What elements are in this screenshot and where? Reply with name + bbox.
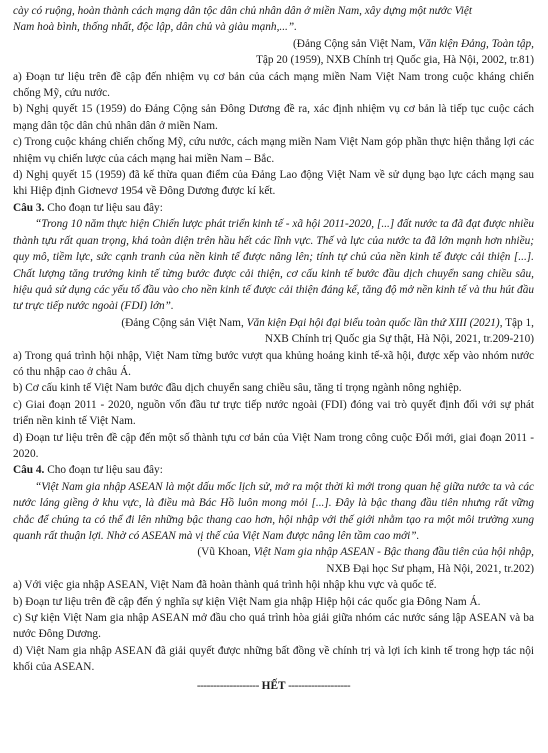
q3-option-d: d) Đoạn tư liệu trên đề cập đến một số thành tựu cơ bản của Việt Nam trong công cuộc Đổi mới, giai đoạn 2011 - 2020. <box>13 431 534 460</box>
q3-citation-title: Văn kiện Đại hội đại biểu toàn quốc lần thứ XIII (2021) <box>246 316 500 329</box>
q4-option-a: a) Với việc gia nhập ASEAN, Việt Nam đã hoàn thành quá trình hội nhập khu vực và quốc tế. <box>13 579 437 592</box>
q3-citation-line-1 <box>13 315 534 331</box>
end-label: HẾT <box>261 679 286 692</box>
q2-citation-title: Văn kiện Đảng, Toàn tập, <box>418 37 534 50</box>
q4-prompt: Cho đoạn tư liệu sau đây: <box>44 464 163 477</box>
q2-option-c: c) Trong cuộc kháng chiến chống Mỹ, cứu nước, cách mạng miền Nam Việt Nam góp phần thực hiện thắng lợi các nhiệm vụ chiến lược của cách mạng hai miền Nam – Bắc. <box>13 136 534 165</box>
q3-label: Câu 3. <box>13 201 45 214</box>
q2-quote-end-line-1: cày có ruộng, hoàn thành cách mạng dân tộc dân chủ nhân dân ở miền Nam, xây dựng một nước Việt <box>13 5 473 17</box>
q4-citation-author: (Vũ Khoan, <box>197 546 254 559</box>
q2-option-a: a) Đoạn tư liệu trên đề cập đến nhiệm vụ cơ bản của cách mạng miền Nam Việt Nam trong cuộc kháng chiến chống Mỹ, cứu nước. <box>13 70 534 100</box>
q3-citation-author: (Đảng Cộng sản Việt Nam, <box>121 316 247 329</box>
q2-citation-line-2: Tập 20 (1959), NXB Chính trị Quốc gia, Hà Nội, 2002, tr.81) <box>256 54 534 67</box>
q3-option-b: b) Cơ cấu kinh tế Việt Nam bước đầu dịch chuyển sang chiều sâu, tăng tỉ trọng ngành nông nghiệp. <box>13 382 462 395</box>
q3-citation-line-2: NXB Chính trị Quốc gia Sự thật, Hà Nội, 2021, tr.209-210) <box>264 333 534 346</box>
q2-option-d: d) Nghị quyết 15 (1959) đã kế thừa quan điểm của Đảng Lao động Việt Nam về sử dụng bạo lực cách mạng sau khi Hiệp định Giơnevơ 1954 về Đông Dương được kí kết. <box>13 169 534 198</box>
q4-option-c: c) Sự kiện Việt Nam gia nhập ASEAN mở đầu cho quá trình hòa giải giữa nhóm các nước sáng lập ASEAN và ba nước Đông Dương. <box>13 612 534 641</box>
q3-heading <box>13 200 534 216</box>
q2-option-b: b) Nghị quyết 15 (1959) do Đảng Cộng sản Đông Dương đề ra, xác định nhiệm vụ cơ bản là tiếp tục cuộc cách mạng dân tộc dân chủ nhân dân ở miền Nam. <box>13 103 534 132</box>
q3-prompt: Cho đoạn tư liệu sau đây: <box>44 201 163 214</box>
q3-option-a: a) Trong quá trình hội nhập, Việt Nam từng bước vượt qua khủng hoảng kinh tế-xã hội, được xếp vào nhóm nước có thu nhập cao ở châu Á. <box>13 349 534 378</box>
end-dashes-right: ------------------- <box>288 679 351 692</box>
q4-citation-line-1 <box>13 544 534 560</box>
q4-option-d: d) Việt Nam gia nhập ASEAN đã giải quyết được những bất đồng về chính trị và lợi ích kinh tế trong hợp tác nội khối của ASEAN. <box>13 644 534 674</box>
q4-citation-line-2: NXB Đại học Sư phạm, Hà Nội, 2021, tr.202) <box>326 562 534 575</box>
q4-label: Câu 4. <box>13 464 45 477</box>
q2-quote-end-line-2: Nam hoà bình, thống nhất, độc lập, dân chủ và giàu mạnh,...”. <box>13 21 297 34</box>
end-marker <box>13 678 534 694</box>
q3-quote: “Trong 10 năm thực hiện Chiến lược phát triển kinh tế - xã hội 2011-2020, [...] đất nước ta đã đạt được nhiều thành tựu rất quan trọng, khá toàn diện trên hầu hết các lĩnh vực. Thế và lực của nước ta đã lớn mạnh hơn nhiều; quy mô, tiềm lực, sức cạnh tranh của nền kinh tế được nâng lên; tính tự chủ của nền kinh tế được cải thiện [...]. Chất lượng tăng trưởng kinh tế từng bước được cải thiện, cơ cấu kinh tế bước đầu dịch chuyển sang chiều sâu, hiệu quả sử dụng các yếu tố đầu vào cho nền kinh tế được cải thiện đáng kể, tăng độ mở nền kinh tế và thu hút đầu tư trực tiếp nước ngoài (FDI) lớn”. <box>13 218 534 313</box>
q3-option-c: c) Giai đoạn 2011 - 2020, nguồn vốn đầu tư trực tiếp nước ngoài (FDI) đóng vai trò quyết định đối với sự phát triển nền kinh tế Việt Nam. <box>13 398 534 428</box>
q4-heading <box>13 462 534 478</box>
q3-citation-volume: , Tập 1, <box>499 316 534 329</box>
q4-option-b: b) Đoạn tư liệu trên đề cập đến ý nghĩa sự kiện Việt Nam gia nhập Hiệp hội các quốc gia Đông Nam Á. <box>13 595 481 608</box>
end-dashes-left: ------------------- <box>196 679 259 692</box>
q2-citation-author: (Đảng Cộng sản Việt Nam, <box>293 37 419 50</box>
q4-quote: “Việt Nam gia nhập ASEAN là một dấu mốc lịch sử, mở ra một thời kì mới trong quan hệ giữa nước ta và các nước láng giềng ở khu vực, là điều mà Bác Hồ luôn mong mỏi [...]. Đây là bậc thang đầu tiên nhưng rất vững chắc để chúng ta có thể đi lên những bậc thang cao hơn, hội nhập với thế giới nhằm tạo ra một môi trường xung quanh rất thuận lợi. Nhờ có ASEAN mà vị thế của Việt Nam được nâng lên tầm cao mới”. <box>13 480 534 542</box>
q2-citation-line-1 <box>13 36 534 52</box>
q4-citation-title: Việt Nam gia nhập ASEAN - Bậc thang đầu tiên của hội nhập, <box>253 546 534 559</box>
